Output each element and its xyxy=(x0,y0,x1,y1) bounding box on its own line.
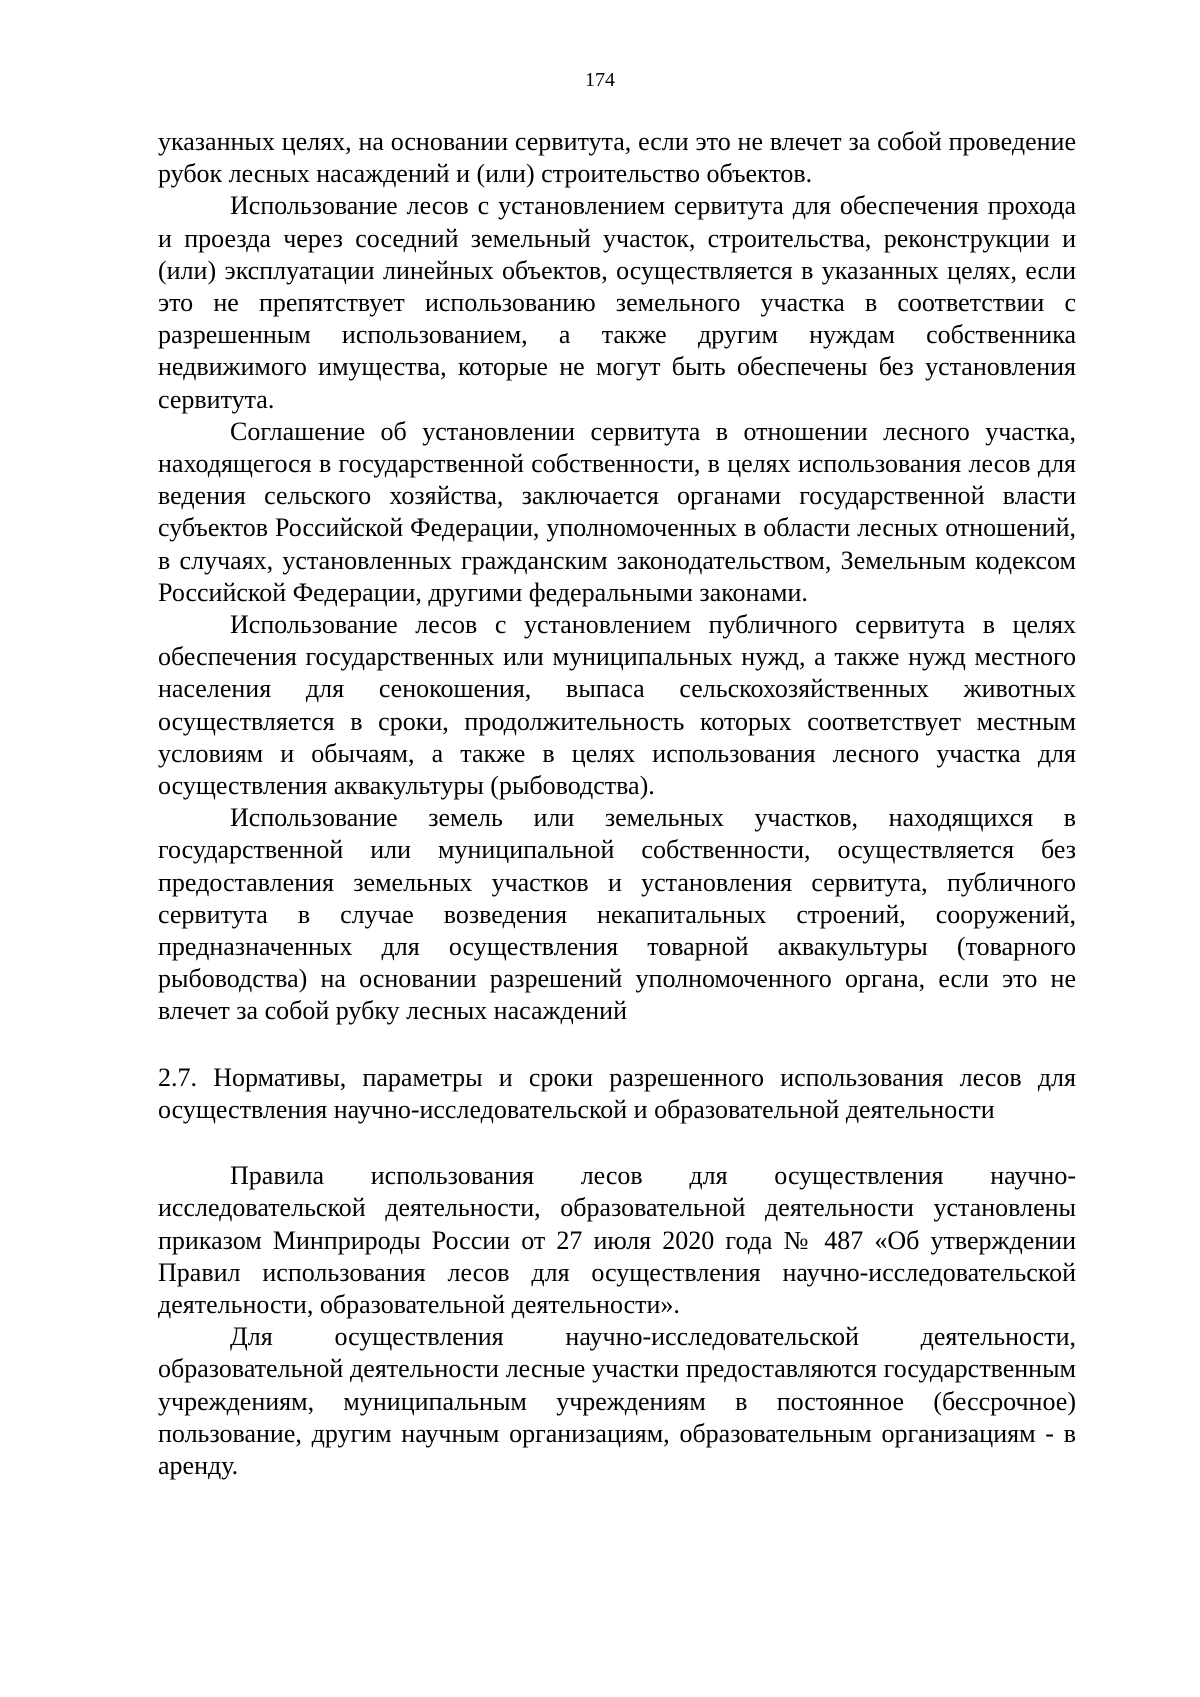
paragraph-research-rules: Правила использования лесов для осуществления научно-исследовательской деятельности, образовательной деятельности установлены приказом Минприроды России от 27 июля 2020 года № 487 «Об утверждении Правил использования лесов для осуществления научно-исследовательской деятельности, образовательной деятельности». xyxy=(158,1161,1076,1319)
page-number: 174 xyxy=(585,69,615,91)
paragraph-servitude-passage: Использование лесов с установлением сервитута для обеспечения прохода и проезда через соседний земельный участок, строительства, реконструкции и (или) эксплуатации линейных объектов, осуществляется в указанных целях, если это не препятствует использованию земельного участка в соответствии с разрешенным использованием, а также другим нуждам собственника недвижимого имущества, которые не могут быть обеспечены без установления сервитута. xyxy=(158,191,1076,414)
paragraph-land-use-aquaculture: Использование земель или земельных участков, находящихся в государственной или муниципальной собственности, осуществляется без предоставления земельных участков и установления сервитута, публичного сервитута в случае возведения некапитальных строений, сооружений, предназначенных для осуществления товарной аквакультуры (товарного рыбоводства) на основании разрешений уполномоченного органа, если это не влечет за собой рубку лесных насаждений xyxy=(158,803,1076,1026)
paragraph-continuation: указанных целях, на основании сервитута, если это не влечет за собой проведение рубок лесных насаждений и (или) строительство объектов. xyxy=(158,127,1076,189)
document-body xyxy=(158,126,1076,1482)
paragraph-servitude-agreement: Соглашение об установлении сервитута в отношении лесного участка, находящегося в государственной собственности, в целях использования лесов для ведения сельского хозяйства, заключается органами государственной власти субъектов Российской Федерации, уполномоченных в области лесных отношений, в случаях, установленных гражданским законодательством, Земельным кодексом Российской Федерации, другими федеральными законами. xyxy=(158,416,1076,607)
section-heading: 2.7. Нормативы, параметры и сроки разрешенного использования лесов для осуществления научно-исследовательской и образовательной деятельности xyxy=(158,1062,1076,1124)
paragraph-public-servitude: Использование лесов с установлением публичного сервитута в целях обеспечения государственных или муниципальных нужд, а также нужд местного населения для сенокошения, выпаса сельскохозяйственных животных осуществляется в сроки, продолжительность которых соответствует местным условиям и обычаям, а также в целях использования лесного участка для осуществления аквакультуры (рыбоводства). xyxy=(158,610,1076,801)
paragraph-research-provision: Для осуществления научно-исследовательской деятельности, образовательной деятельности лесные участки предоставляются государственным учреждениям, муниципальным учреждениям в постоянное (бессрочное) пользование, другим научным организациям, образовательным организациям - в аренду. xyxy=(158,1322,1076,1480)
